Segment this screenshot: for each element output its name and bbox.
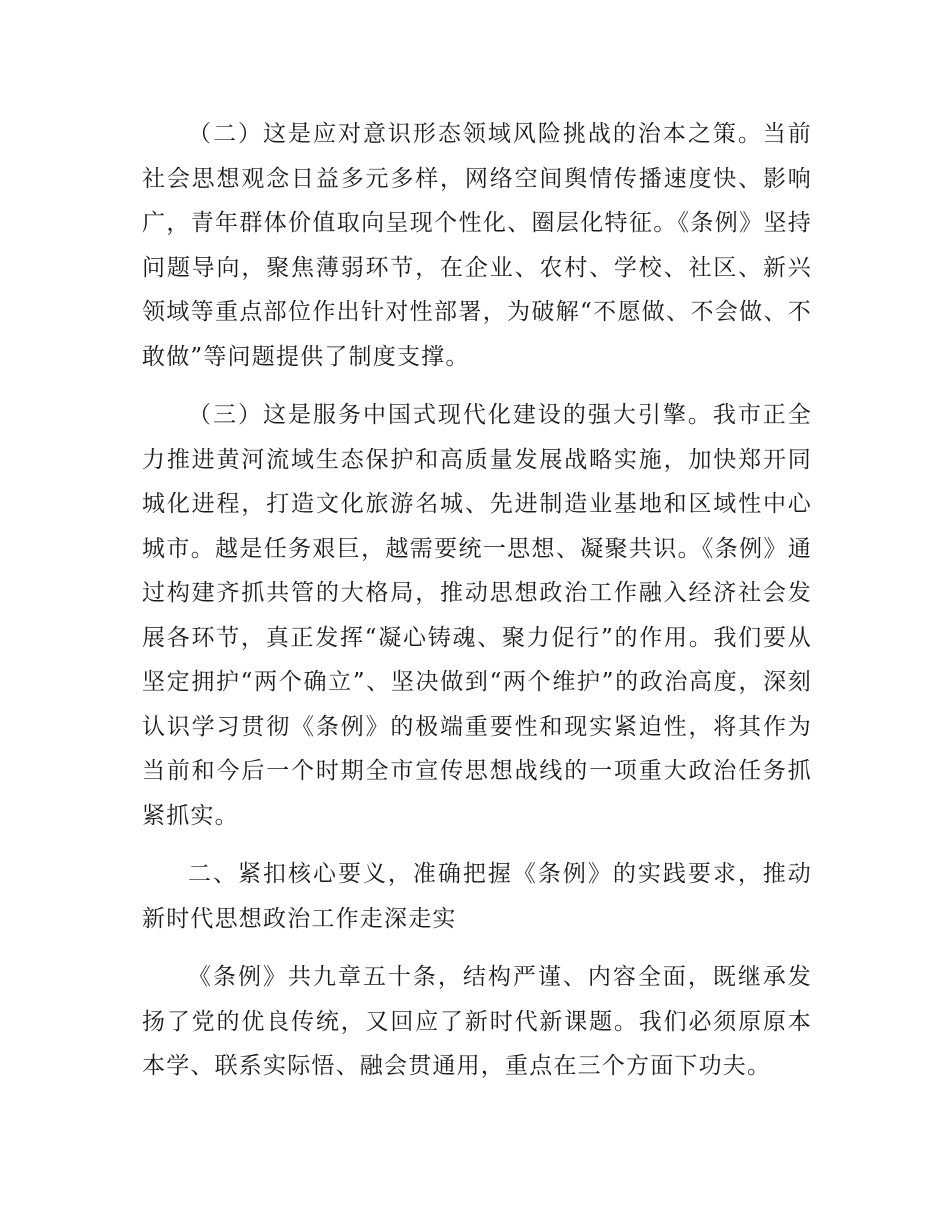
paragraph-regulation-structure: 《条例》共九章五十条，结构严谨、内容全面，既继承发扬了党的优良传统，又回应了新时代新课题。我们必须原原本本学、联系实际悟、融会贯通用，重点在三个方面下功夫。: [142, 964, 812, 1079]
paragraph-modernization-engine: （三）这是服务中国式现代化建设的强大引擎。我市正全力推进黄河流域生态保护和高质量发展战略实施，加快郑开同城化进程，打造文化旅游名城、先进制造业基地和区域性中心城市。越是任务艰巨，越需要统一思想、凝聚共识。《条例》通过构建齐抓共管的大格局，推动思想政治工作融入经济社会发展各环节，真正发挥“凝心铸魂、聚力促行”的作用。我们要从坚定拥护“两个确立”、坚决做到“两个维护”的政治高度，深刻认识学习贯彻《条例》的极端重要性和现实紧迫性，将其作为当前和今后一个时期全市宣传思想战线的一项重大政治任务抓紧抓实。: [142, 402, 812, 829]
section-heading-core-requirements: 二、紧扣核心要义，准确把握《条例》的实践要求，推动新时代思想政治工作走深走实: [142, 861, 812, 932]
document-body: [142, 112, 812, 1103]
paragraph-ideology-risk: （二）这是应对意识形态领域风险挑战的治本之策。当前社会思想观念日益多元多样，网络空间舆情传播速度快、影响广，青年群体价值取向呈现个性化、圈层化特征。《条例》坚持问题导向，聚焦薄弱环节，在企业、农村、学校、社区、新兴领域等重点部位作出针对性部署，为破解“不愿做、不会做、不敢做”等问题提供了制度支撑。: [142, 121, 812, 370]
